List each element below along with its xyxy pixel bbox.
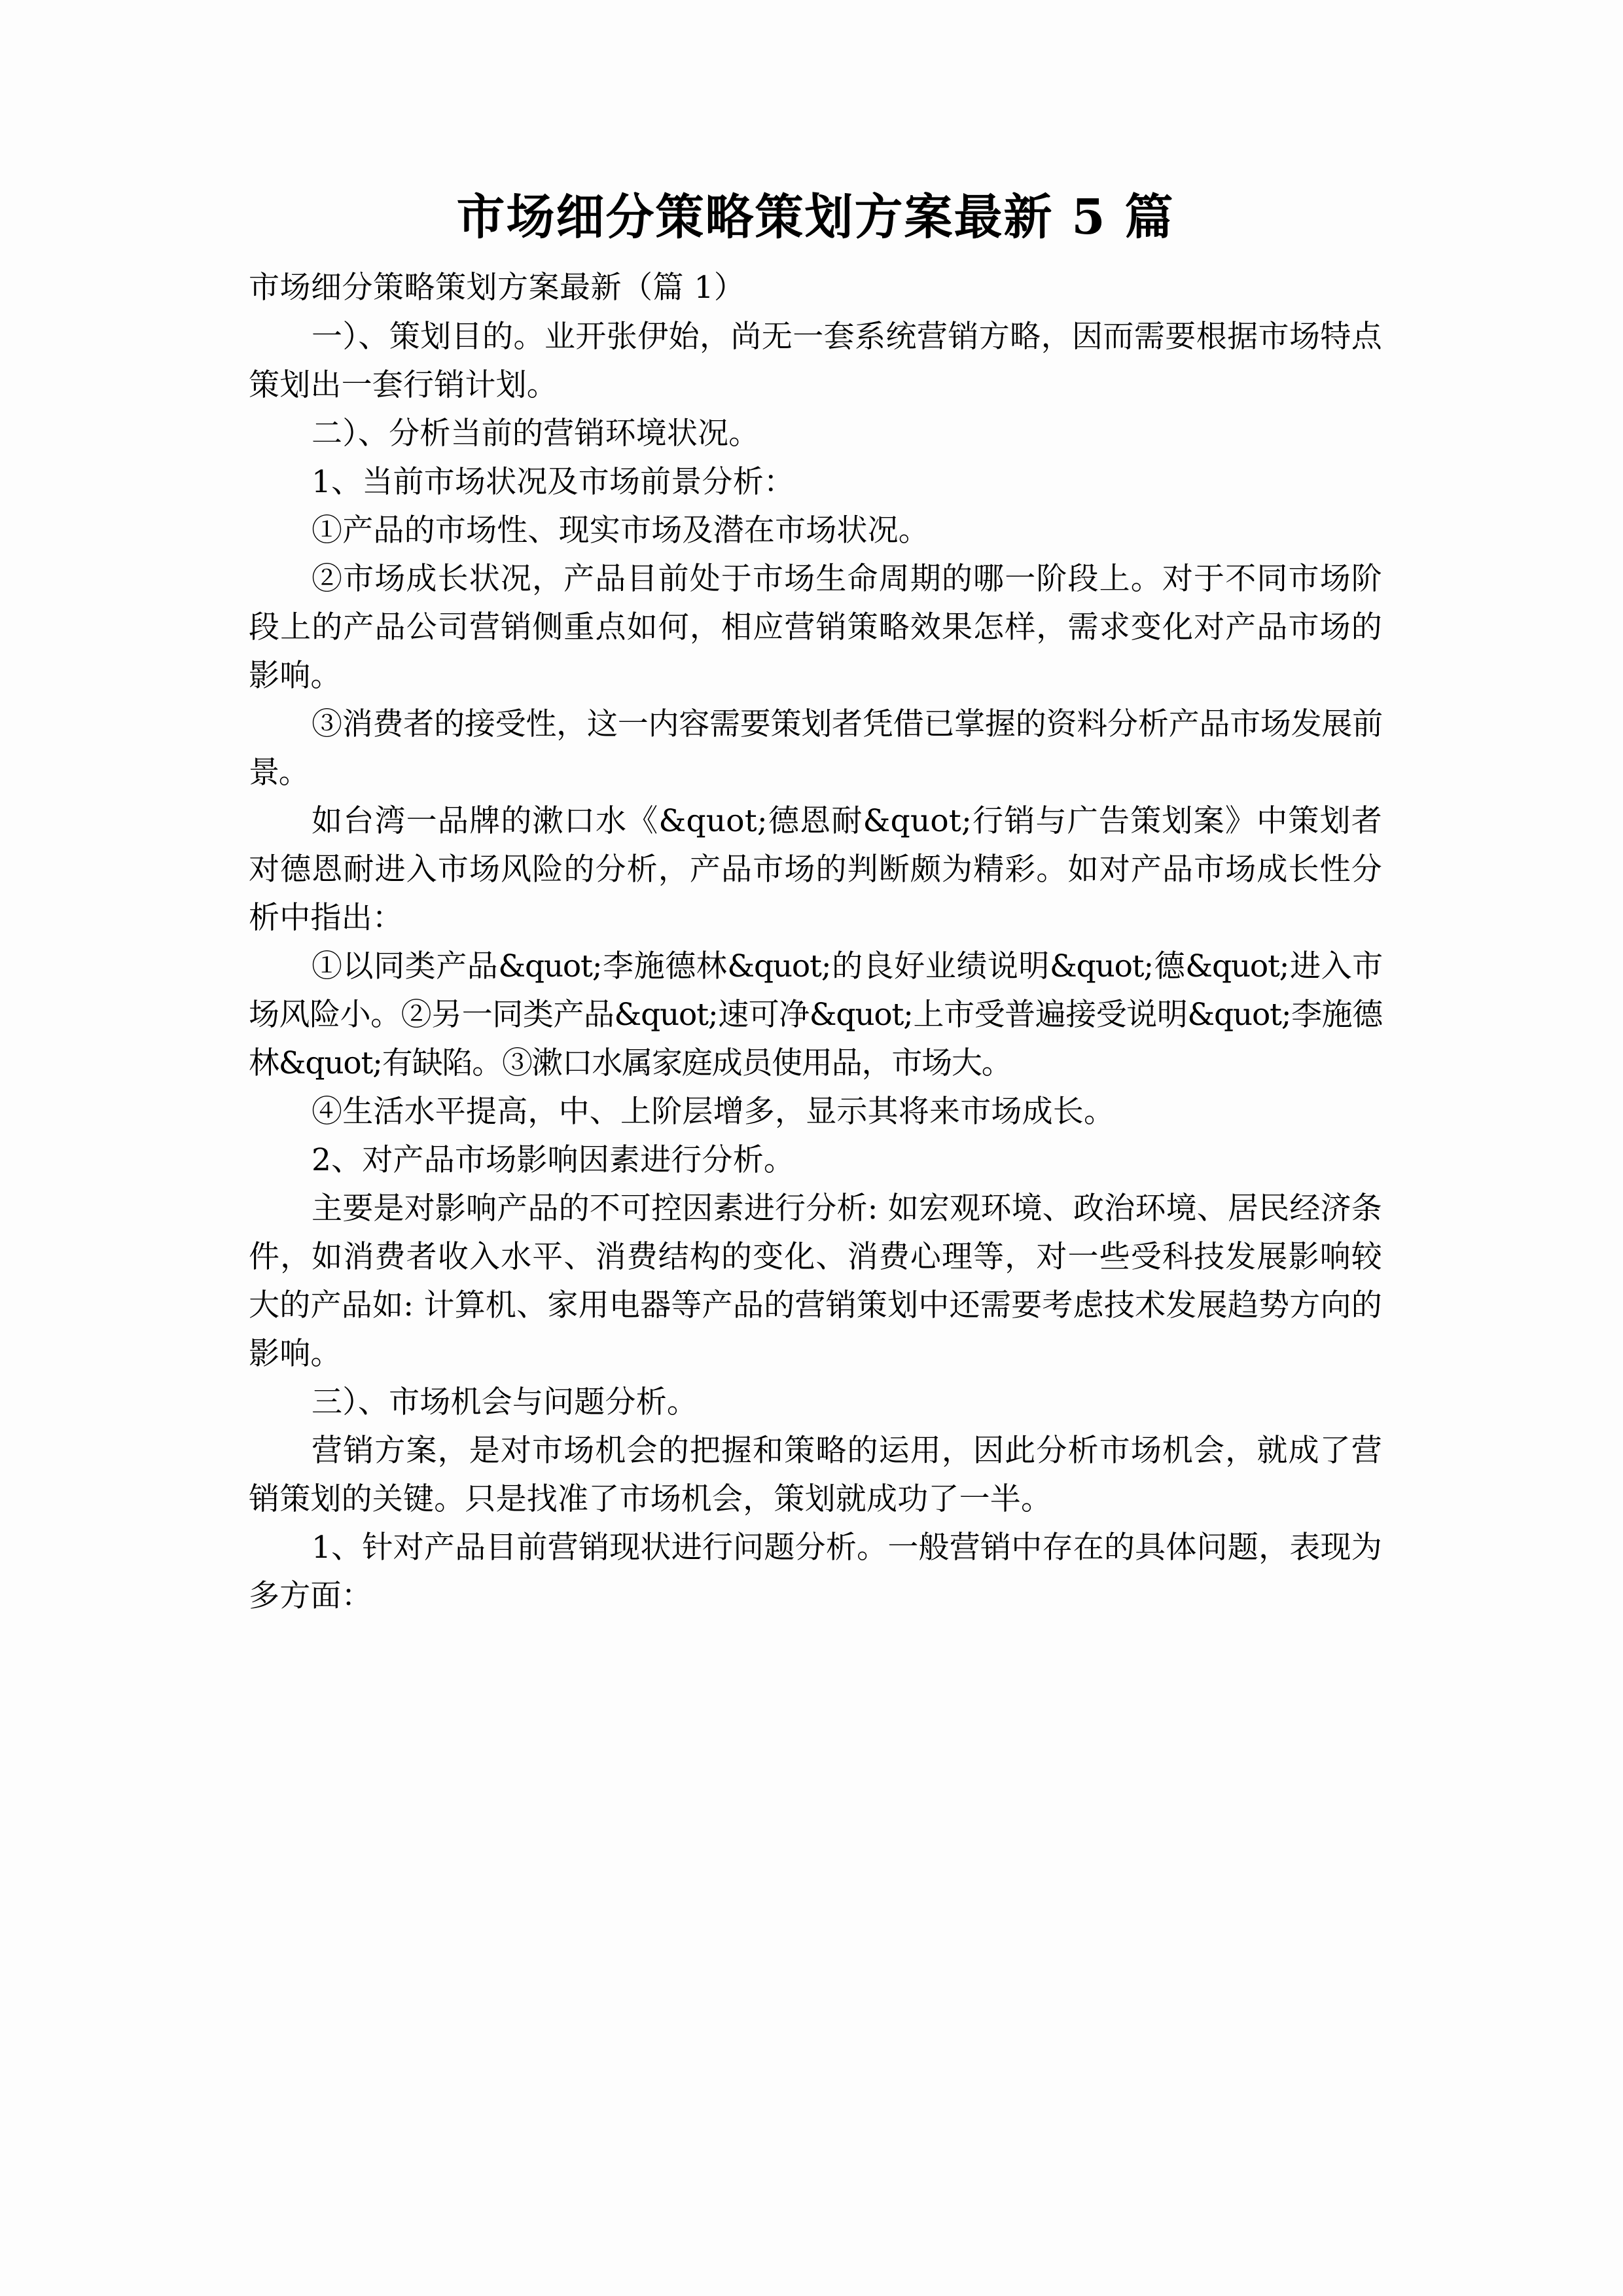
paragraph-11: 主要是对影响产品的不可控因素进行分析: 如宏观环境、政治环境、居民经济条件，如消费者收入水平、消费结构的变化、消费心理等，对一些受科技发展影响较大的产品如: 计算机、家用电器等产品的营销策划中还需要考虑技术发展趋势方向的影响。 xyxy=(249,1191,1382,1372)
paragraph-12: 三）、市场机会与问题分析。 xyxy=(312,1384,698,1421)
paragraph-7: 如台湾一品牌的漱口水《&quot;德恩耐&quot;行销与广告策划案》中策划者对德恩耐进入市场风险的分析，产品市场的判断颇为精彩。如对产品市场成长性分析中指出： xyxy=(249,803,1382,937)
paragraph-5: ②市场成长状况，产品目前处于市场生命周期的哪一阶段上。对于不同市场阶段上的产品公司营销侧重点如何，相应营销策略效果怎样，需求变化对产品市场的影响。 xyxy=(249,561,1382,694)
paragraph-3: 1、当前市场状况及市场前景分析： xyxy=(312,464,795,501)
paragraph-4: ①产品的市场性、现实市场及潜在市场状况。 xyxy=(312,512,929,549)
paragraph-14: 1、针对产品目前营销现状进行问题分析。一般营销中存在的具体问题，表现为多方面： xyxy=(249,1530,1382,1615)
paragraph-13: 营销方案，是对市场机会的把握和策略的运用，因此分析市场机会，就成了营销策划的关键。只是找准了市场机会，策划就成功了一半。 xyxy=(249,1433,1382,1518)
paragraph-2: 二）、分析当前的营销环境状况。 xyxy=(312,416,760,452)
paragraph-10: 2、对产品市场影响因素进行分析。 xyxy=(312,1142,795,1179)
paragraph-1: 一）、策划目的。业开张伊始，尚无一套系统营销方略，因而需要根据市场特点策划出一套行销计划。 xyxy=(249,319,1382,404)
paragraph-9: ④生活水平提高，中、上阶层增多，显示其将来市场成长。 xyxy=(312,1094,1115,1130)
document-content xyxy=(249,190,1382,1621)
document-subtitle: 市场细分策略策划方案最新（篇 1） xyxy=(249,270,745,306)
page-title: 市场细分策略策划方案最新 5 篇 xyxy=(456,189,1175,245)
paragraph-6: ③消费者的接受性，这一内容需要策划者凭借已掌握的资料分析产品市场发展前景。 xyxy=(249,706,1382,791)
paragraph-8: ①以同类产品&quot;李施德林&quot;的良好业绩说明&quot;德&quot;进入市场风险小。②另一同类产品&quot;速可净&quot;上市受普遍接受说明&quot;李施德林&quot;有缺陷。③漱口水属家庭成员使用品，市场大。 xyxy=(249,948,1382,1082)
